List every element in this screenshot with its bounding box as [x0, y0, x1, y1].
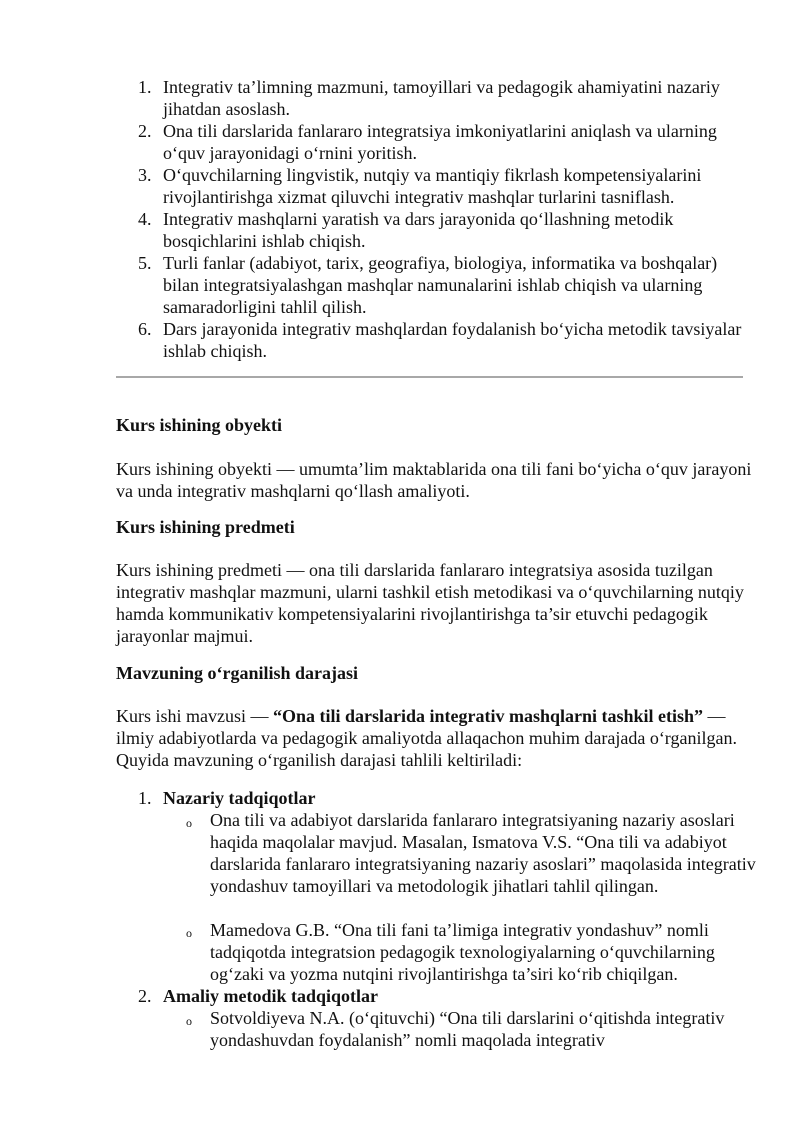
study-level-paragraph: Kurs ishi mavzusi — “Ona tili darslarida integrativ mashqlarni tashkil etish” — ilmiy adabiyotlarda va pedagogik amaliyotda allaqachon muhim darajada o‘rganilgan. Quyida mavzuning o‘rganilish darajasi tahlili keltiriladi: — [116, 706, 737, 770]
list-item: 6. Dars jarayonida integrativ mashqlardan foydalanish bo‘yicha metodik tavsiyalar ishlab chiqish. — [138, 319, 742, 361]
object-paragraph: Kurs ishining obyekti — umumta’lim maktablarida ona tili fani bo‘yicha o‘quv jarayoni va unda integrativ mashqlarni qo‘llash amaliyoti. — [116, 459, 752, 501]
study-level-heading: Mavzuning o‘rganilish darajasi — [116, 663, 359, 683]
list-item: 3. O‘quvchilarning lingvistik, nutqiy va mantiqiy fikrlash kompetensiyalarini rivojlantirishga xizmat qiluvchi integrativ mashqlar turlarini tasniflash. — [138, 165, 702, 207]
bullet-circle-icon: o — [186, 1014, 192, 1028]
subject-heading: Kurs ishining predmeti — [116, 517, 295, 537]
section-heading-theoretical: 1. Nazariy tadqiqotlar — [138, 788, 316, 808]
list-item: o Sotvoldiyeva N.A. (o‘qituvchi) “Ona tili darslarini o‘qitishda integrativ yondashuvdan foydalanish” nomli maqolada integrativ — [186, 1008, 725, 1050]
subject-paragraph: Kurs ishining predmeti — ona tili darslarida fanlararo integratsiya asosida tuzilgan integrativ mashqlar mazmuni, ularni tashkil etish metodikasi va o‘quvchilarning nutqiy hamda kommunikativ kompetensiyalarini rivojlantirishga ta’sir etuvchi pedagogik jarayonlar majmui. — [116, 560, 744, 646]
object-heading: Kurs ishining obyekti — [116, 415, 283, 435]
list-item: 5. Turli fanlar (adabiyot, tarix, geografiya, biologiya, informatika va boshqalar) bilan integratsiyalashgan mashqlar namunalarini ishlab chiqish va ularning samaradorligini tahlil qilish. — [138, 253, 718, 317]
list-item: o Mamedova G.B. “Ona tili fani ta’limiga integrativ yondashuv” nomli tadqiqotda integratsion pedagogik texnologiyalarning o‘quvchilarning og‘zaki va yozma nutqini rivojlantirishga ta’siri ko‘rib chiqilgan. — [186, 920, 715, 984]
section-heading-practical: 2. Amaliy metodik tadqiqotlar — [138, 986, 379, 1006]
list-item: o Ona tili va adabiyot darslarida fanlararo integratsiyaning nazariy asoslari haqida maqolalar mavjud. Masalan, Ismatova V.S. “Ona tili va adabiyot darslarida fanlararo integratsiyaning nazariy asoslari” maqolasida integrativ yondashuv tamoyillari va metodologik jihatlari tahlil qilingan. — [186, 810, 756, 896]
list-item: 2. Ona tili darslarida fanlararo integratsiya imkoniyatlarini aniqlash va ularning o‘quv jarayonidagi o‘rnini yoritish. — [138, 121, 717, 163]
horizontal-divider — [116, 376, 743, 378]
list-item: 1. Integrativ ta’limning mazmuni, tamoyillari va pedagogik ahamiyatini nazariy jihatdan asoslash. — [138, 77, 720, 119]
topic-title: “Ona tili darslarida integrativ mashqlarni tashkil etish” — [273, 706, 704, 726]
list-item: 4. Integrativ mashqlarni yaratish va dars jarayonida qo‘llashning metodik bosqichlarini ishlab chiqish. — [138, 209, 674, 251]
bullet-circle-icon: o — [186, 816, 192, 830]
objectives-list — [138, 76, 748, 362]
bullet-circle-icon: o — [186, 926, 192, 940]
